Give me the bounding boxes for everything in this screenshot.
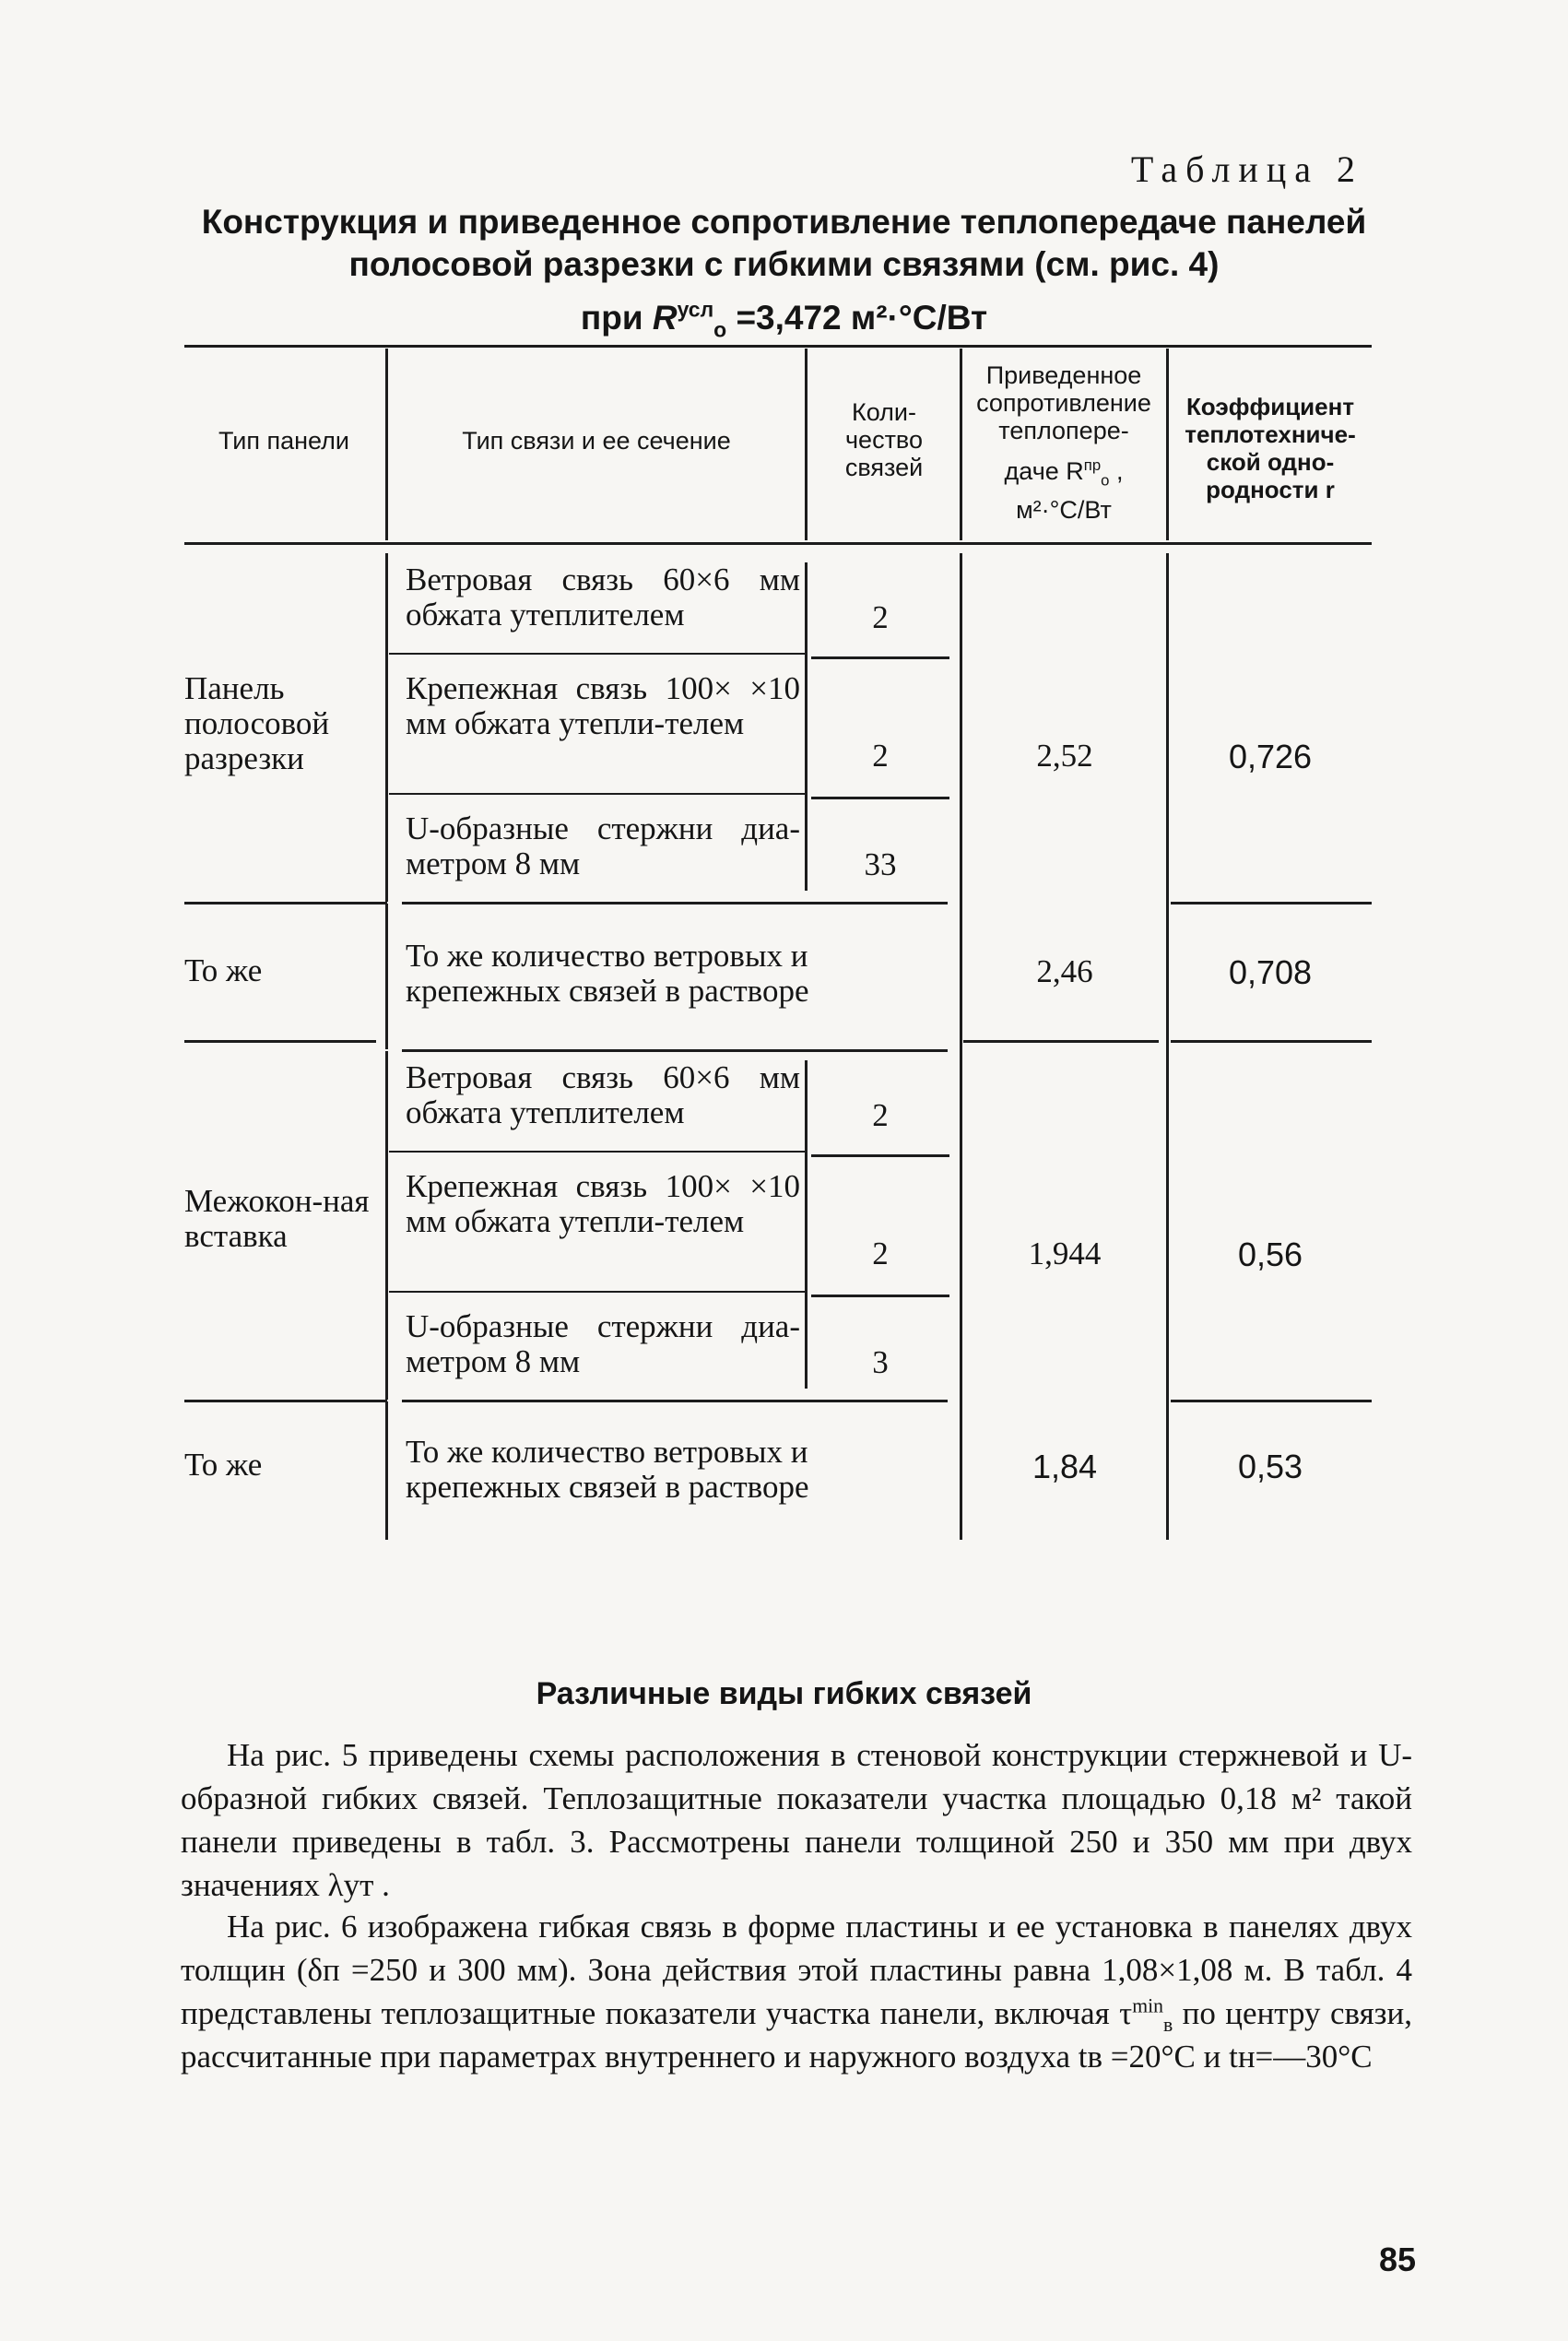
header-bottom-rule [184, 542, 1372, 545]
row4-left-rule [385, 1401, 388, 1540]
resistance-1: 2,52 [1036, 738, 1093, 774]
tau-subscript: в [1162, 2014, 1173, 2036]
header-divider-3 [960, 349, 962, 540]
row-sep-1-middle [402, 902, 948, 904]
group1-sep-2 [389, 793, 806, 795]
link-name-3-1: Ветровая связь 60×6 мм обжата утеплителем [406, 1059, 800, 1130]
table-top-rule [184, 345, 1372, 348]
row-sep-3-right [1171, 1400, 1372, 1402]
title-formula [0, 295, 1568, 341]
resistance-4: 1,84 [1032, 1448, 1098, 1485]
row-sep-1-panel [184, 902, 387, 904]
body-divider-coefficient [1166, 553, 1169, 1540]
coefficient-4: 0,53 [1237, 1448, 1303, 1485]
table-title [0, 201, 1568, 341]
header-divider-4 [1166, 349, 1169, 540]
header-divider-2 [805, 349, 808, 540]
group3-sep-2 [389, 1291, 806, 1293]
link-name-3-3: U-образные стержни диа-метром 8 мм [406, 1308, 800, 1379]
link-count-1-1: 2 [872, 599, 889, 635]
panel-type-4: То же [184, 1447, 263, 1483]
row-sep-3-panel [184, 1400, 387, 1402]
link-name-1-2: Крепежная связь 100× ×10 мм обжата утепли-телем [406, 670, 800, 741]
formula-superscript: усл [677, 297, 714, 322]
row2-note: То же количество ветровых и крепежных связей в растворе [406, 938, 809, 1009]
header-resistance-text: Приведенное сопротивление теплопере- [976, 361, 1151, 444]
group3-left-rule [385, 1051, 388, 1400]
link-count-1-3: 33 [864, 846, 897, 882]
resistance-2: 2,46 [1036, 953, 1093, 989]
link-count-1-2: 2 [872, 738, 889, 774]
formula-subscript: о [713, 317, 727, 342]
group1-count-sep-2 [811, 797, 949, 799]
coefficient-2: 0,708 [1228, 953, 1313, 991]
link-count-3-2: 2 [872, 1236, 889, 1271]
group1-left-rule [385, 553, 388, 902]
paragraph-2-part-2: по центру связи, рассчитанные при параметрах внутреннего и наружного воздуха tв =20°С и tн=—30°С [181, 1995, 1412, 2075]
link-name-3-2: Крепежная связь 100× ×10 мм обжата утепли-телем [406, 1168, 800, 1239]
tau-superscript: min [1132, 1994, 1163, 2017]
row2-left-rule [385, 904, 388, 1049]
coefficient-1: 0,726 [1228, 738, 1313, 775]
group3-count-sep-1 [811, 1154, 949, 1157]
formula-variable: R [652, 299, 678, 337]
page-number: 85 [1378, 2241, 1416, 2278]
panel-type-2: То же [184, 952, 263, 988]
group3-sep-1 [389, 1151, 806, 1153]
header-link-type: Тип связи и ее сечение [462, 427, 731, 455]
paragraph-1: На рис. 5 приведены схемы расположения в стеновой конструкции стержневой и U-образной гибких связей. Теплозащитные показатели участка площадью 0,18 м² такой панели приведены в табл. 3. Рассмотрены панели толщиной 250 и 350 мм при двух значениях λут . [181, 1737, 1412, 1903]
row-sep-1-right [1171, 902, 1372, 904]
title-line-2: полосовой разрезки с гибкими связями (см. рис. 4) [348, 245, 1220, 283]
section-heading: Различные виды гибких связей [536, 1676, 1032, 1711]
group1-count-sep-1 [811, 656, 949, 659]
formula-prefix: при [580, 299, 643, 337]
link-name-1-3: U-образные стержни диа-метром 8 мм [406, 810, 800, 881]
group3-count-sep-2 [811, 1295, 949, 1297]
link-count-3-1: 2 [872, 1097, 889, 1133]
header-resistance-unit: м²·°С/Вт [1016, 496, 1112, 524]
resistance-3: 1,944 [1028, 1236, 1102, 1271]
row-sep-2-right [1171, 1040, 1372, 1043]
header-divider-1 [385, 349, 388, 540]
table-label: Таблица 2 [1130, 148, 1363, 190]
header-resistance-sup: пр [1083, 456, 1102, 474]
panel-type-1: Панель полосовой разрезки [184, 670, 330, 776]
header-resistance-symbol [963, 456, 1164, 490]
header-coefficient: Коэффициент теплотехниче-ской одно-родности r [1185, 393, 1356, 503]
header-resistance [963, 361, 1164, 524]
paragraph-2 [181, 1905, 1412, 2078]
row4-note: То же количество ветровых и крепежных связей в растворе [406, 1434, 809, 1505]
header-resistance-var: даче R [1004, 457, 1084, 485]
row-sep-2-resistance [963, 1040, 1159, 1043]
group3-count-rule [805, 1060, 808, 1389]
header-resistance-comma: , [1109, 457, 1124, 485]
row-sep-3-middle [402, 1400, 948, 1402]
header-panel-type: Тип панели [218, 427, 349, 455]
group1-sep-1 [389, 653, 806, 655]
body-divider-resistance [960, 553, 962, 1540]
group1-count-rule [805, 562, 808, 891]
row-sep-2-panel [184, 1040, 376, 1043]
row-sep-2-middle [402, 1049, 948, 1052]
link-count-3-3: 3 [872, 1344, 889, 1380]
formula-value: =3,472 м²·°С/Вт [736, 299, 988, 337]
link-name-1-1: Ветровая связь 60×6 мм обжата утеплителем [406, 562, 800, 633]
title-line-1: Конструкция и приведенное сопротивление теплопередаче панелей [201, 203, 1367, 241]
header-resistance-sub: о [1101, 471, 1110, 490]
coefficient-3: 0,56 [1237, 1236, 1303, 1273]
header-count: Коли-чество связей [844, 398, 924, 481]
paragraph-2-part-1: На рис. 6 изображена гибкая связь в форме пластины и ее установка в панелях двух толщин (δп =250 и 300 мм). Зона действия этой пластины равна 1,08×1,08 м. В табл. 4 представлены теплозащитные показатели участка панели, включая τ [181, 1909, 1412, 2031]
panel-type-3: Межокон-ная вставка [184, 1183, 370, 1254]
